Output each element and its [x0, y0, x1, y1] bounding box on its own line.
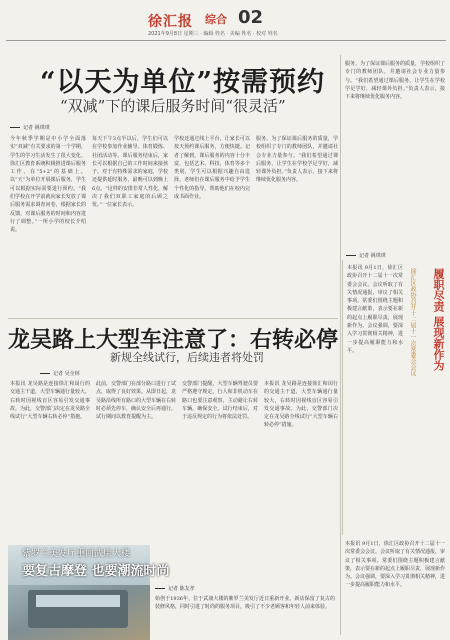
article-column-4: 服务。为了保证课后服务的质量，学校组织了专门的教师团队，并邀请社会专业力量参与。“我们希望通过课后服务，让学生在学校学足学好，减轻课外负担。”负责人表示，接下来将继续优化服务内容。	[256, 136, 338, 184]
right-column-text: 服务。为了保证课后服务的质量，学校组织了专门的教师团队，并邀请社会专业力量参与。“我们希望通过课后服务，让学生在学校学足学好，减轻课外负担。”负责人表示，接下来将继续优化服务内容。	[345, 61, 445, 101]
sidebar-continued-text: 本报讯 9月1日，徐汇区政协召开十二届十一次常委会会议。会议听取了有关情况通报，审议了相关事项。常委们围绕主题积极建言献策，表示要在新的起点上履职尽责，展现新作为。会议强调，要深入学习贯彻相关精神，进一步提高履职能力和水平。	[345, 541, 445, 589]
article-headline: “以天为单位”按需预约	[40, 67, 326, 98]
section-divider	[8, 318, 338, 319]
inset-text: 始创于1936年，位于武康大楼的紫罗兰美发厅近日重新开业。新店保留了复古的装修风格，同时引进了时尚的服务项目，吸引了不少老顾客和年轻人前来体验。	[155, 596, 335, 611]
masthead	[0, 0, 450, 46]
sidebar-subtitle: 徐汇区政协召开十二届十一次常委会会议	[409, 268, 416, 376]
article-column-3: 学校还通过线上平台，让家长可以按天预约课后服务，方便快捷。记者了解到，课后服务的内容十分丰富，包括艺术、科技、体育等多个类别，学生可以根据兴趣自由选择。老师们在课后服务中给予学生个性化的指导，帮助他们在校内完成书面作业。	[174, 136, 250, 201]
column-divider	[340, 55, 341, 635]
article-subheadline: “双减”下的课后服务时间“很灵活”	[60, 97, 286, 115]
page-number: 02	[238, 7, 264, 28]
date-line: 2021年9月8日 星期三 · 编辑 姓名 · 美编 姓名 · 校对 姓名	[148, 31, 278, 37]
inset-byline: 记者 陈友孝	[155, 585, 195, 592]
article-column-2: 每天下午3点半以后，学生们可以在学校参加作业辅导、体育锻炼、社团活动等。课后服务结束后，家长可以根据自己的工作时间来接孩子。对于有特殊需求的家庭，学校还提供延时服务，最晚可以到晚上6点。“这样的安排非常人性化，解决了我们双职工家庭的后顾之忧。”一位家长表示。	[92, 136, 168, 209]
article2-column-2: 此前，交警部门在部分路口进行了试点，取得了良好效果。从即日起，龙吴路沿线所有路口的大型车辆在右转时必须先停车，确认安全后再通行。试行期间以教育提醒为主。	[96, 381, 176, 421]
inset-kicker: 紫罗兰美发厅重回武康大楼	[22, 549, 131, 559]
article-column-1: 今年秋季学期是中小学全面落实“双减”有关要求的第一个学期，学生的学习生活发生了很大变化。徐汇区教育系统积极推进课后服务工作，在“5+2”的基础上，以“天”为单位开展课后服务，学生可以根据实际需要进行预约。“我们学校在开学前就向家长发放了课后服务需求调查问卷，根据家长的反馈，对课后服务的时间和内容进行了调整。”一所小学的校长介绍说。	[10, 136, 86, 234]
article2-column-3: 交警部门提醒，大型车辆驾驶员要严格遵守规定，行人和非机动车在路口也要注意观察，主动避让右转车辆，确保安全。试行结束后，对于违反规定的行为将依法处罚。	[182, 381, 258, 421]
article2-column-1: 本报讯 龙吴路是连接徐汇和闵行的交通主干道，大型车辆通行量较大，右转时因视线盲区容易引发交通事故。为此，交警部门决定在龙吴路全线试行“大型车辆右转必停”措施。	[10, 381, 90, 421]
article-byline: 记者 姚琪琪	[10, 124, 50, 131]
sidebar-title: 履职尽责 展现新作为	[432, 268, 445, 371]
masthead-rule	[6, 40, 446, 41]
inset-title: 要复古摩登 也要潮流时尚	[22, 564, 170, 579]
sidebar-byline: 记者 姚琪琪	[346, 252, 386, 259]
article2-headline: 龙吴路上大型车注意了：右转必停	[8, 327, 339, 353]
newspaper-logo: 徐汇报	[148, 14, 193, 30]
sidebar-text: 本报讯 9月1日，徐汇区政协召开十二届十一次常委会会议。会议听取了有关情况通报，审议了相关事项。常委们围绕主题积极建言献策，表示要在新的起点上履职尽责，展现新作为。会议强调，要深入学习贯彻相关精神，进一步提高履职能力和水平。	[347, 265, 403, 354]
article2-column-4: 本报讯 龙吴路是连接徐汇和闵行的交通主干道，大型车辆通行量较大，右转时因视线盲区容易引发交通事故。为此，交警部门决定在龙吴路全线试行“大型车辆右转必停”措施。	[264, 381, 338, 429]
article2-subheadline: 新规全线试行，后续违者将处罚	[110, 351, 264, 364]
article2-byline: 记者 吴全林	[40, 370, 80, 377]
section-name: 综合	[205, 13, 227, 26]
